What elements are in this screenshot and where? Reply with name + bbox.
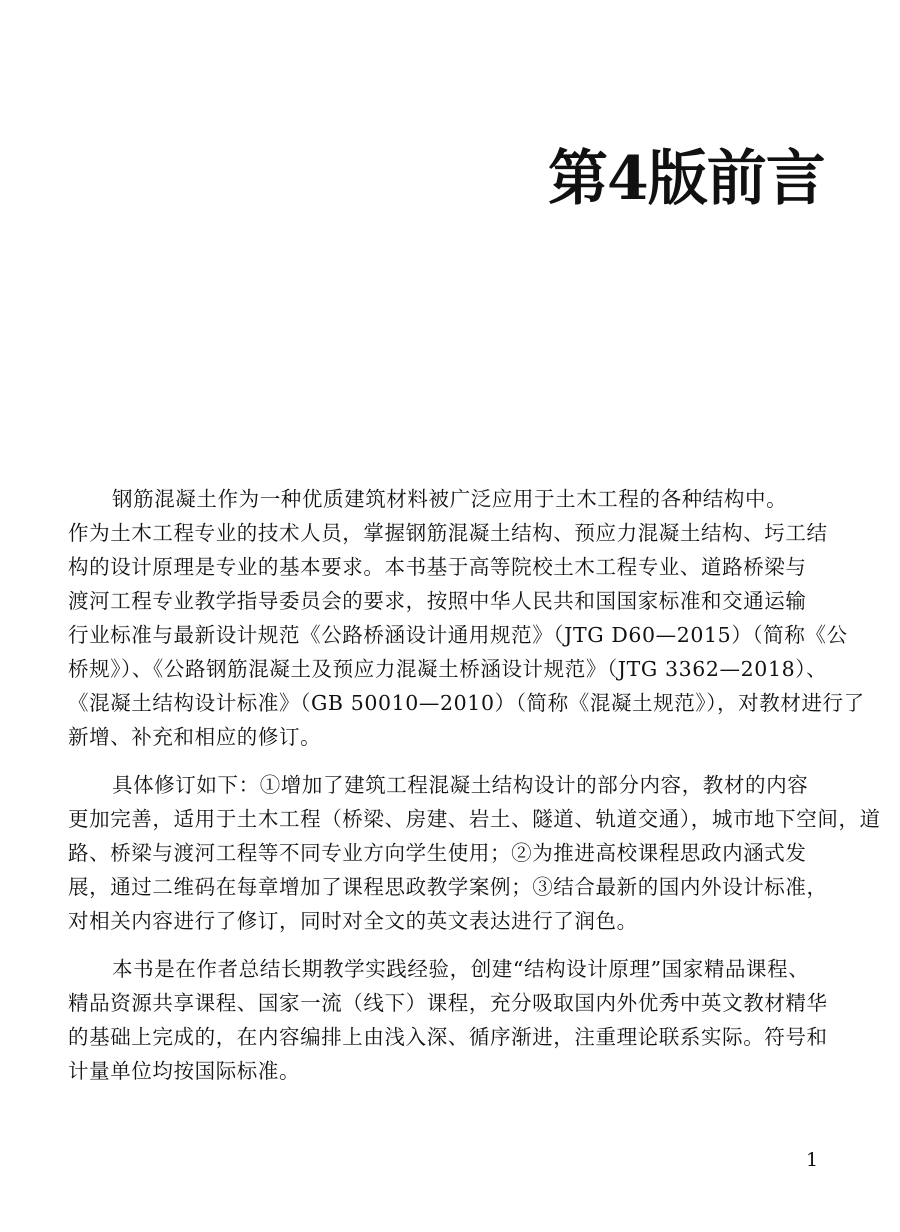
text-line: 钢筋混凝土作为一种优质建筑材料被广泛应用于土木工程的各种结构中。 <box>112 487 788 511</box>
text-line: 计量单位均按国际标准。 <box>68 1059 301 1083</box>
text-line: 桥规》）、《公路钢筋混凝土及预应力混凝土桥涵设计规范》（JTG 3362—2018）、 <box>68 657 828 681</box>
text-line: 《混凝土结构设计标准》（GB 50010—2010）（简称《混凝土规范》），对教材进行了 <box>68 691 865 715</box>
text-line: 作为土木工程专业的技术人员，掌握钢筋混凝土结构、预应力混凝土结构、圬工结 <box>68 521 828 545</box>
text-line: 更加完善，适用于土木工程（桥梁、房建、岩土、隧道、轨道交通），城市地下空间，道 <box>68 807 881 831</box>
text-line: 精品资源共享课程、国家一流（线下）课程，充分吸取国内外优秀中英文教材精华 <box>68 991 828 1015</box>
paragraph-3 <box>68 952 828 1088</box>
text-line: 构的设计原理是专业的基本要求。本书基于高等院校土木工程专业、道路桥梁与 <box>68 555 807 579</box>
page-number: 1 <box>805 1149 819 1171</box>
text-line: 展，通过二维码在每章增加了课程思政教学案例；③结合最新的国内外设计标准， <box>68 875 828 899</box>
text-line: 行业标准与最新设计规范《公路桥涵设计通用规范》（JTG D60—2015）（简称《公 <box>68 623 848 647</box>
preface-body <box>68 482 881 1102</box>
paragraph-2 <box>68 768 881 938</box>
page-title: 第4版前言 <box>548 144 825 214</box>
text-line: 渡河工程专业教学指导委员会的要求，按照中华人民共和国国家标准和交通运输 <box>68 589 807 613</box>
text-line: 路、桥梁与渡河工程等不同专业方向学生使用；②为推进高校课程思政内涵式发 <box>68 841 807 865</box>
text-line: 新增、补充和相应的修订。 <box>68 725 322 749</box>
text-line: 具体修订如下：①增加了建筑工程混凝土结构设计的部分内容，教材的内容 <box>112 773 809 797</box>
text-line: 本书是在作者总结长期教学实践经验，创建“结构设计原理”国家精品课程、 <box>112 957 810 981</box>
paragraph-1 <box>68 482 865 754</box>
text-line: 对相关内容进行了修订，同时对全文的英文表达进行了润色。 <box>68 909 638 933</box>
text-line: 的基础上完成的，在内容编排上由浅入深、循序渐进，注重理论联系实际。符号和 <box>68 1025 828 1049</box>
